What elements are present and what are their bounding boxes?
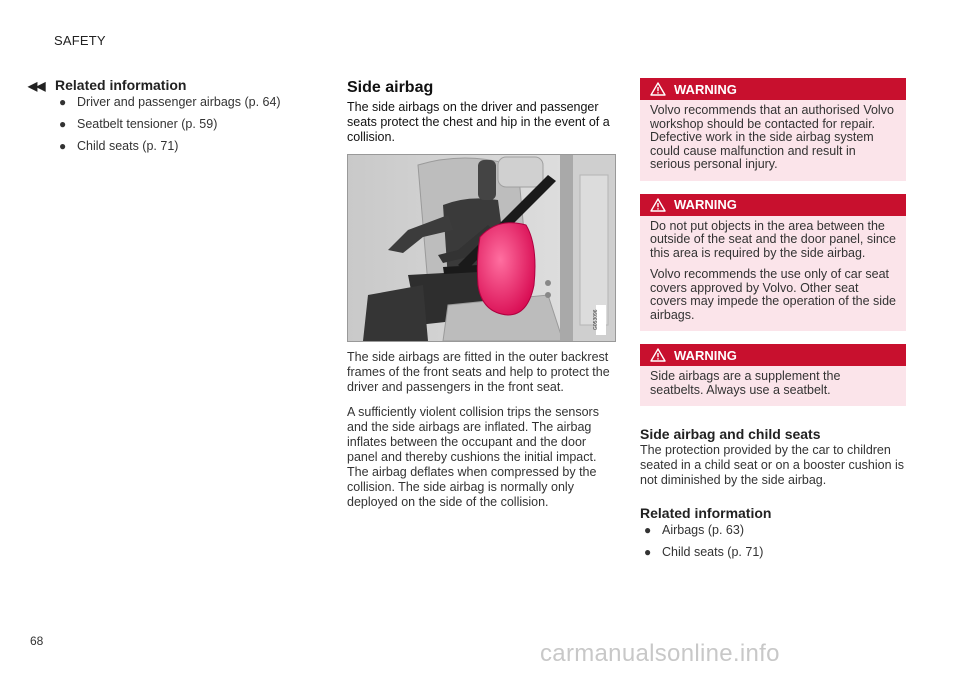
warning-label: WARNING [674, 81, 737, 97]
airbag-figure-svg [348, 155, 615, 341]
warning-triangle-icon [650, 82, 666, 96]
bullet-icon: ● [59, 139, 67, 153]
warning-header [640, 78, 906, 100]
related-list [55, 95, 295, 154]
figure-code: G053096 [593, 309, 599, 331]
warning-label: WARNING [674, 347, 737, 363]
child-seats-text: The protection provided by the car to children seated in a child seat or on a booster cushion is not diminished by the side airbag. [640, 443, 905, 487]
continued-marker-icon: ◀◀ [28, 79, 45, 93]
related-link-label: Child seats (p. 71) [662, 545, 764, 559]
related-heading: Related information [640, 505, 772, 521]
warning-text [640, 100, 906, 181]
warning-box [640, 78, 906, 181]
page-number: 68 [30, 634, 44, 648]
warning-paragraph: Volvo recommends that an authorised Volvo workshop should be contacted for repair. Defective work in the side airbag system could cause malfunction and result in serious personal injury. [650, 103, 894, 171]
warning-box [640, 194, 906, 332]
warning-paragraph: Side airbags are a supplement the seatbelts. Always use a seatbelt. [650, 369, 841, 397]
warning-header [640, 344, 906, 366]
warning-triangle-icon [650, 198, 666, 212]
related-link-label: Driver and passenger airbags (p. 64) [77, 95, 281, 109]
warning-box [640, 344, 906, 406]
child-seats-heading: Side airbag and child seats [640, 426, 821, 442]
warning-text [640, 216, 906, 332]
related-list [640, 523, 906, 560]
related-heading: Related information [55, 77, 187, 93]
related-link-1[interactable] [55, 117, 295, 132]
right-column [640, 78, 906, 567]
intro-text: The side airbags on the driver and passenger seats protect the chest and hip in the event of a collision. [347, 100, 610, 144]
related-link-0[interactable] [640, 523, 906, 538]
related-link-0[interactable] [55, 95, 295, 110]
related-link-label: Child seats (p. 71) [77, 139, 179, 153]
body-paragraph: A sufficiently violent collision trips the sensors and the side airbags are inflated. The airbag inflates between the occupant and the door panel and thereby cushions the initial impact. The airbag deflates when compressed by the collision. The side airbag is normally only deployed on the side of the collision. [347, 405, 599, 509]
left-column [55, 77, 295, 161]
middle-body [347, 350, 615, 520]
watermark: carmanualsonline.info [540, 640, 780, 667]
side-airbag-illustration [347, 154, 616, 342]
related-link-2[interactable] [55, 139, 295, 154]
related-link-label: Airbags (p. 63) [662, 523, 744, 537]
warning-paragraph: Volvo recommends the use only of car seat covers approved by Volvo. Other seat covers may impede the operation of the side airbags. [650, 267, 896, 322]
warning-header [640, 194, 906, 216]
section-title: Side airbag [347, 79, 434, 96]
bullet-icon: ● [59, 95, 67, 109]
warning-text [640, 366, 906, 406]
body-paragraph: The side airbags are fitted in the outer backrest frames of the front seats and help to protect the driver and passengers in the front seat. [347, 350, 610, 394]
bullet-icon: ● [644, 523, 652, 537]
section-header: SAFETY [54, 33, 106, 48]
warning-label: WARNING [674, 197, 737, 212]
warning-triangle-icon [650, 348, 666, 362]
middle-column [347, 79, 615, 145]
related-link-label: Seatbelt tensioner (p. 59) [77, 117, 218, 131]
related-link-1[interactable] [640, 545, 906, 560]
bullet-icon: ● [59, 117, 67, 131]
warning-paragraph: Do not put objects in the area between the outside of the seat and the door panel, since this area is required by the side airbag. [650, 218, 897, 260]
bullet-icon: ● [644, 545, 652, 559]
